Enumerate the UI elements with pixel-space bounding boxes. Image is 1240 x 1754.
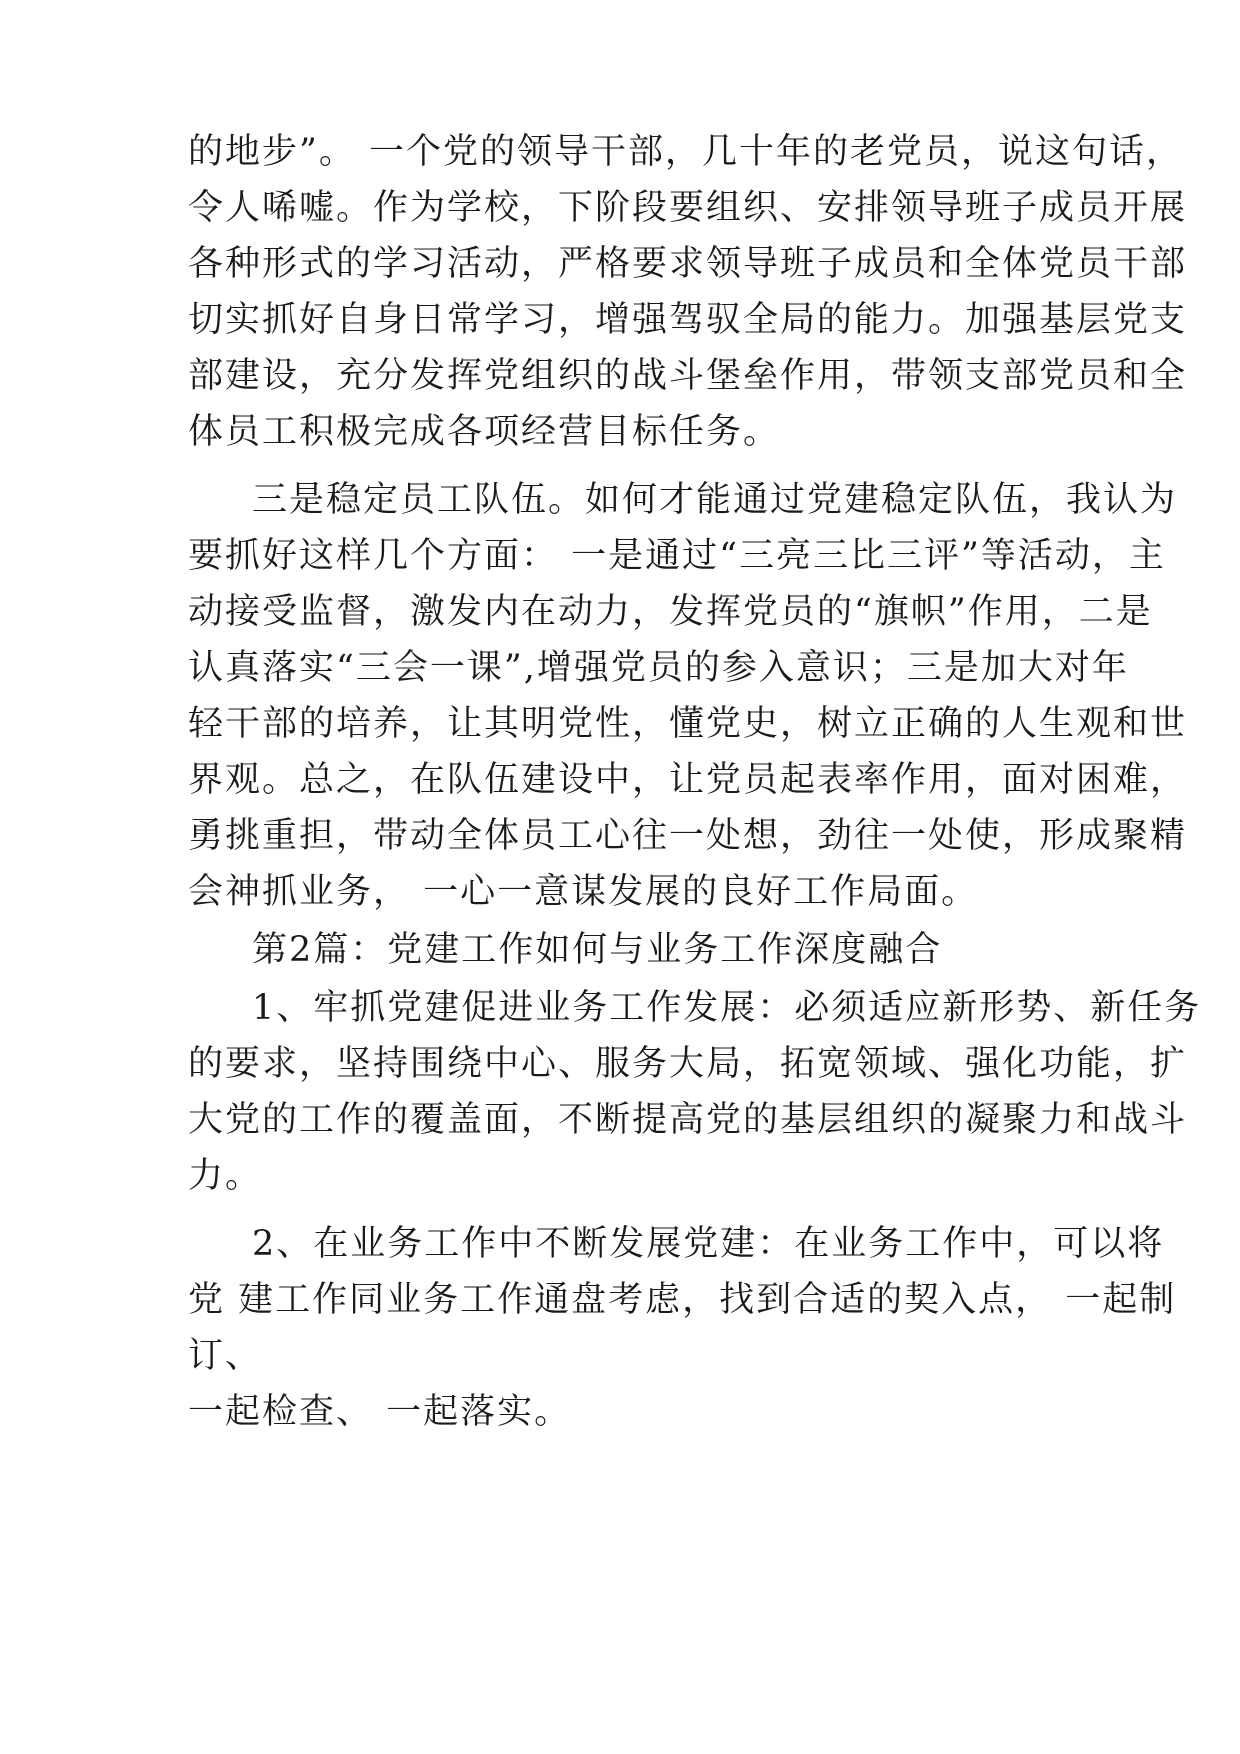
text-line: 会神抓业务， 一心一意谋发展的良好工作局面。 — [188, 872, 979, 912]
text-line: 界观。总之，在队伍建设中，让党员起表率作用，面对困难， — [188, 760, 1188, 800]
text-line: 轻干部的培养，让其明党性，懂党史，树立正确的人生观和世 — [188, 704, 1188, 744]
text-line: 各种形式的学习活动，严格要求领导班子成员和全体党员干部 — [188, 244, 1188, 284]
text-line: 部建设，充分发挥党组织的战斗堡垒作用，带领支部党员和全 — [188, 356, 1188, 396]
text-line: 党 建工作同业务工作通盘考虑，找到合适的契入点， 一起制 — [188, 1280, 1177, 1320]
text-line: 动接受监督，激发内在动力，发挥党员的“旗帜”作用，二是 — [188, 592, 1153, 632]
text-line: 大党的工作的覆盖面，不断提高党的基层组织的凝聚力和战斗 — [188, 1100, 1188, 1140]
text-line: 体员工积极完成各项经营目标任务。 — [188, 412, 781, 452]
text-line: 切实抓好自身日常学习，增强驾驭全局的能力。加强基层党支 — [188, 300, 1188, 340]
text-line: 要抓好这样几个方面： 一是通过“三亮三比三评”等活动，主 — [188, 536, 1166, 576]
text-line: 的地步”。 一个党的领导干部，几十年的老党员，说这句话， — [188, 132, 1184, 172]
text-line: 订、 — [188, 1336, 263, 1376]
text-line-indented: 2、在业务工作中不断发展党建：在业务工作中，可以将 — [252, 1224, 1165, 1264]
text-line: 力。 — [188, 1156, 263, 1196]
text-line: 一起检查、 一起落实。 — [188, 1392, 572, 1432]
text-line-indented: 1、牢抓党建促进业务工作发展：必须适应新形势、新任务 — [252, 988, 1202, 1028]
text-line: 认真落实“三会一课”,增强党员的参入意识；三是加大对年 — [188, 648, 1129, 688]
text-line: 令人唏嘘。作为学校，下阶段要组织、安排领导班子成员开展 — [188, 188, 1188, 228]
text-line: 的要求，坚持围绕中心、服务大局，拓宽领域、强化功能，扩 — [188, 1044, 1188, 1084]
text-line: 勇挑重担，带动全体员工心往一处想，劲往一处使，形成聚精 — [188, 816, 1188, 856]
section-heading: 第2篇：党建工作如何与业务工作深度融合 — [252, 930, 943, 970]
text-line-indented: 三是稳定员工队伍。如何才能通过党建稳定队伍，我认为 — [252, 480, 1178, 520]
